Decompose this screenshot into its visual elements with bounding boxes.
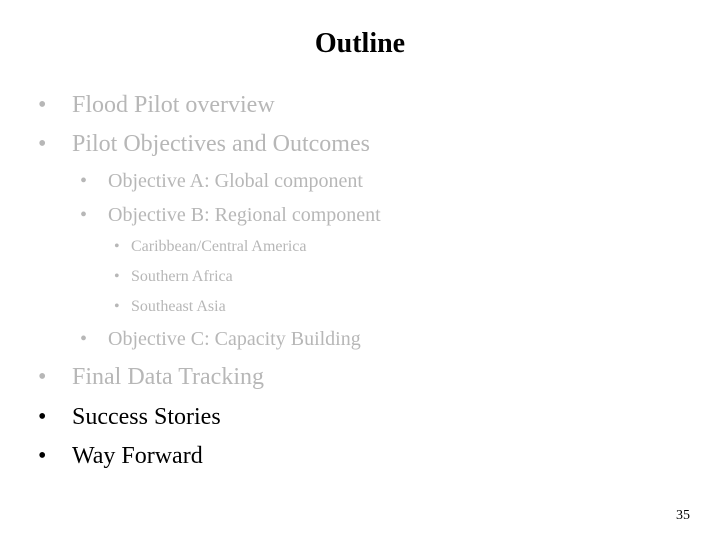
- outline-item-label: Success Stories: [72, 404, 221, 430]
- outline-item-pilot-objectives: [38, 131, 370, 158]
- outline-item-label: Objective C: Capacity Building: [108, 328, 361, 350]
- outline-item-label: Pilot Objectives and Outcomes: [72, 131, 370, 157]
- bullet-icon: •: [38, 92, 47, 118]
- outline-item-success-stories: [38, 404, 221, 431]
- bullet-icon: •: [80, 170, 88, 192]
- bullet-icon: •: [80, 204, 88, 226]
- outline-subsubitem-southern-africa: [114, 268, 233, 286]
- outline-item-label: Way Forward: [72, 443, 203, 469]
- outline-subitem-objective-a: [80, 170, 363, 193]
- outline-subitem-objective-b: [80, 204, 381, 227]
- bullet-icon: •: [38, 131, 47, 157]
- bullet-icon: •: [38, 404, 47, 430]
- outline-item-label: Objective A: Global component: [108, 170, 363, 192]
- bullet-icon: •: [114, 268, 120, 285]
- outline-item-flood-pilot-overview: [38, 92, 275, 119]
- outline-item-label: Southern Africa: [131, 268, 233, 285]
- outline-subitem-objective-c: [80, 328, 361, 351]
- outline-item-label: Final Data Tracking: [72, 364, 264, 390]
- bullet-icon: •: [80, 328, 88, 350]
- outline-item-final-data-tracking: [38, 364, 264, 391]
- outline-item-way-forward: [38, 443, 203, 470]
- bullet-icon: •: [114, 238, 120, 255]
- outline-item-label: Objective B: Regional component: [108, 204, 381, 226]
- outline-subsubitem-southeast-asia: [114, 298, 226, 316]
- slide-title: Outline: [314, 28, 406, 59]
- outline-item-label: Flood Pilot overview: [72, 92, 275, 118]
- bullet-icon: •: [114, 298, 120, 315]
- outline-item-label: Caribbean/Central America: [131, 238, 307, 255]
- bullet-icon: •: [38, 443, 47, 469]
- page-number: 35: [676, 508, 690, 523]
- bullet-icon: •: [38, 364, 47, 390]
- outline-item-label: Southeast Asia: [131, 298, 226, 315]
- outline-subsubitem-caribbean: [114, 238, 306, 256]
